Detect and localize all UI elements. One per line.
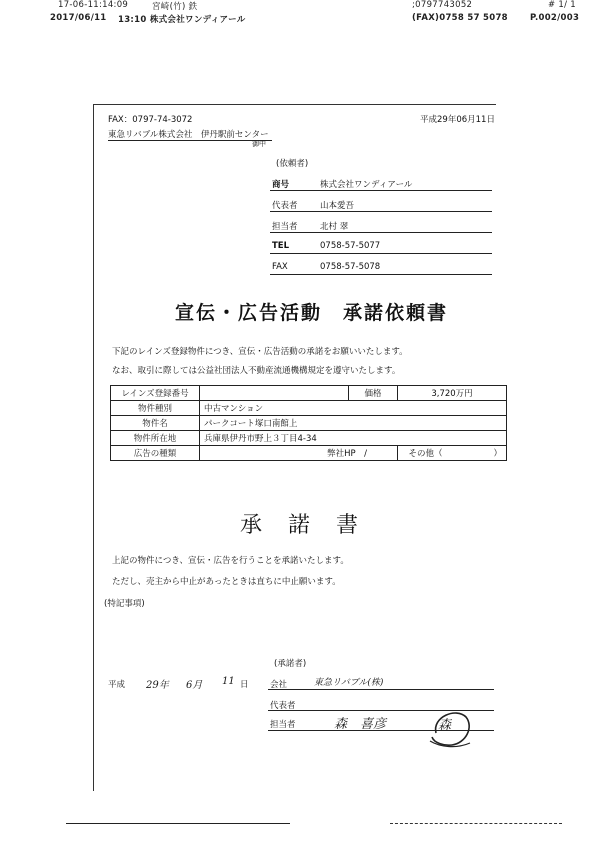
fax-date: 2017/06/11	[50, 13, 107, 23]
recipient-company: 東急リバブル株式会社 伊丹駅前センター	[108, 130, 269, 140]
recipient-fax: FAX：0797-74-3072	[108, 115, 193, 125]
consenter-label-company: 会社	[270, 680, 288, 690]
consenter-company: 東急リバブル(株)	[314, 678, 384, 688]
fax-sender-line: 宮崎(竹) 鉄	[152, 2, 198, 12]
fax-number: (FAX)0758 57 5078	[412, 13, 508, 23]
consenter-person: 森 喜彦	[334, 717, 387, 732]
consenter-label-rep: 代表者	[270, 701, 296, 711]
requester-label-rep: 代表者	[272, 201, 298, 211]
requester-line-3	[270, 232, 492, 233]
requester-line-5	[270, 274, 492, 275]
table-row	[111, 446, 507, 461]
fax-number-line: ;0797743052	[412, 0, 473, 10]
consent-year: 29年	[146, 680, 169, 691]
requester-heading: (依頼者)	[276, 159, 309, 169]
consenter-line-1	[268, 689, 494, 690]
media-other: その他（ ）	[398, 446, 507, 461]
type-value: 中古マンション	[200, 401, 507, 416]
table-row	[111, 416, 507, 431]
footer-line-left	[66, 823, 290, 824]
media-label: 広告の種類	[111, 446, 200, 461]
consenter-heading: (承諾者)	[274, 659, 307, 669]
document-title: 宣伝・広告活動 承諾依頼書	[175, 302, 449, 324]
special-note: (特記事項)	[104, 599, 145, 609]
fax-time-sender: 13:10 株式会社ワンディアール	[118, 15, 246, 25]
price-label: 価格	[349, 386, 398, 401]
reins-value	[200, 386, 349, 401]
consent-line-2: ただし、売主から中止があったときは直ちに中止願います。	[112, 577, 341, 587]
requester-label-person: 担当者	[272, 222, 298, 232]
consent-era: 平成	[108, 680, 126, 690]
fax-page: P.002/003	[530, 13, 580, 23]
requester-line-1	[270, 190, 492, 191]
address-value: 兵庫県伊丹市野上３丁目4-34	[200, 431, 507, 446]
table-row	[111, 401, 507, 416]
price-value: 3,720万円	[398, 386, 507, 401]
name-label: 物件名	[111, 416, 200, 431]
reins-label: レインズ登録番号	[111, 386, 200, 401]
requester-label-tel: TEL	[272, 241, 290, 251]
footer-line-right	[390, 823, 562, 824]
requester-label-company: 商号	[272, 180, 290, 190]
type-label: 物件種別	[111, 401, 200, 416]
requester-tel: 0758-57-5077	[320, 241, 381, 251]
recipient-underline	[108, 140, 272, 141]
consent-day: 11	[222, 676, 235, 687]
requester-fax: 0758-57-5078	[320, 262, 381, 272]
requester-rep: 山本愛吾	[320, 201, 355, 211]
property-table	[110, 385, 507, 461]
consent-title: 承 諾 書	[240, 513, 361, 538]
recipient-honorific: 御中	[252, 140, 266, 148]
fax-timestamp: 17-06-11:14:09	[58, 0, 129, 10]
consent-month: 6月	[186, 680, 203, 691]
consent-day-suffix: 日	[240, 680, 249, 690]
intro-line-1: 下記のレインズ登録物件につき、宣伝・広告活動の承諾をお願いいたします。	[112, 347, 408, 357]
hanko-seal-text: 森	[438, 718, 452, 733]
requester-line-2	[270, 211, 492, 212]
consenter-label-person: 担当者	[270, 720, 296, 730]
media-value: 弊社HP /	[200, 446, 398, 461]
requester-label-fax: FAX	[272, 262, 288, 272]
table-row	[111, 431, 507, 446]
address-label: 物件所在地	[111, 431, 200, 446]
requester-line-4	[270, 253, 492, 254]
name-value: パークコート塚口南館上	[200, 416, 507, 431]
requester-person: 北村 翠	[320, 222, 349, 232]
issue-date: 平成29年06月11日	[420, 115, 495, 125]
requester-company: 株式会社ワンディアール	[320, 180, 413, 190]
fax-page-line: # 1/ 1	[548, 0, 577, 10]
consent-line-1: 上記の物件につき、宣伝・広告を行うことを承諾いたします。	[112, 556, 349, 566]
table-row	[111, 386, 507, 401]
intro-line-2: なお、取引に際しては公益社団法人不動産流通機構規定を遵守いたします。	[112, 366, 401, 376]
